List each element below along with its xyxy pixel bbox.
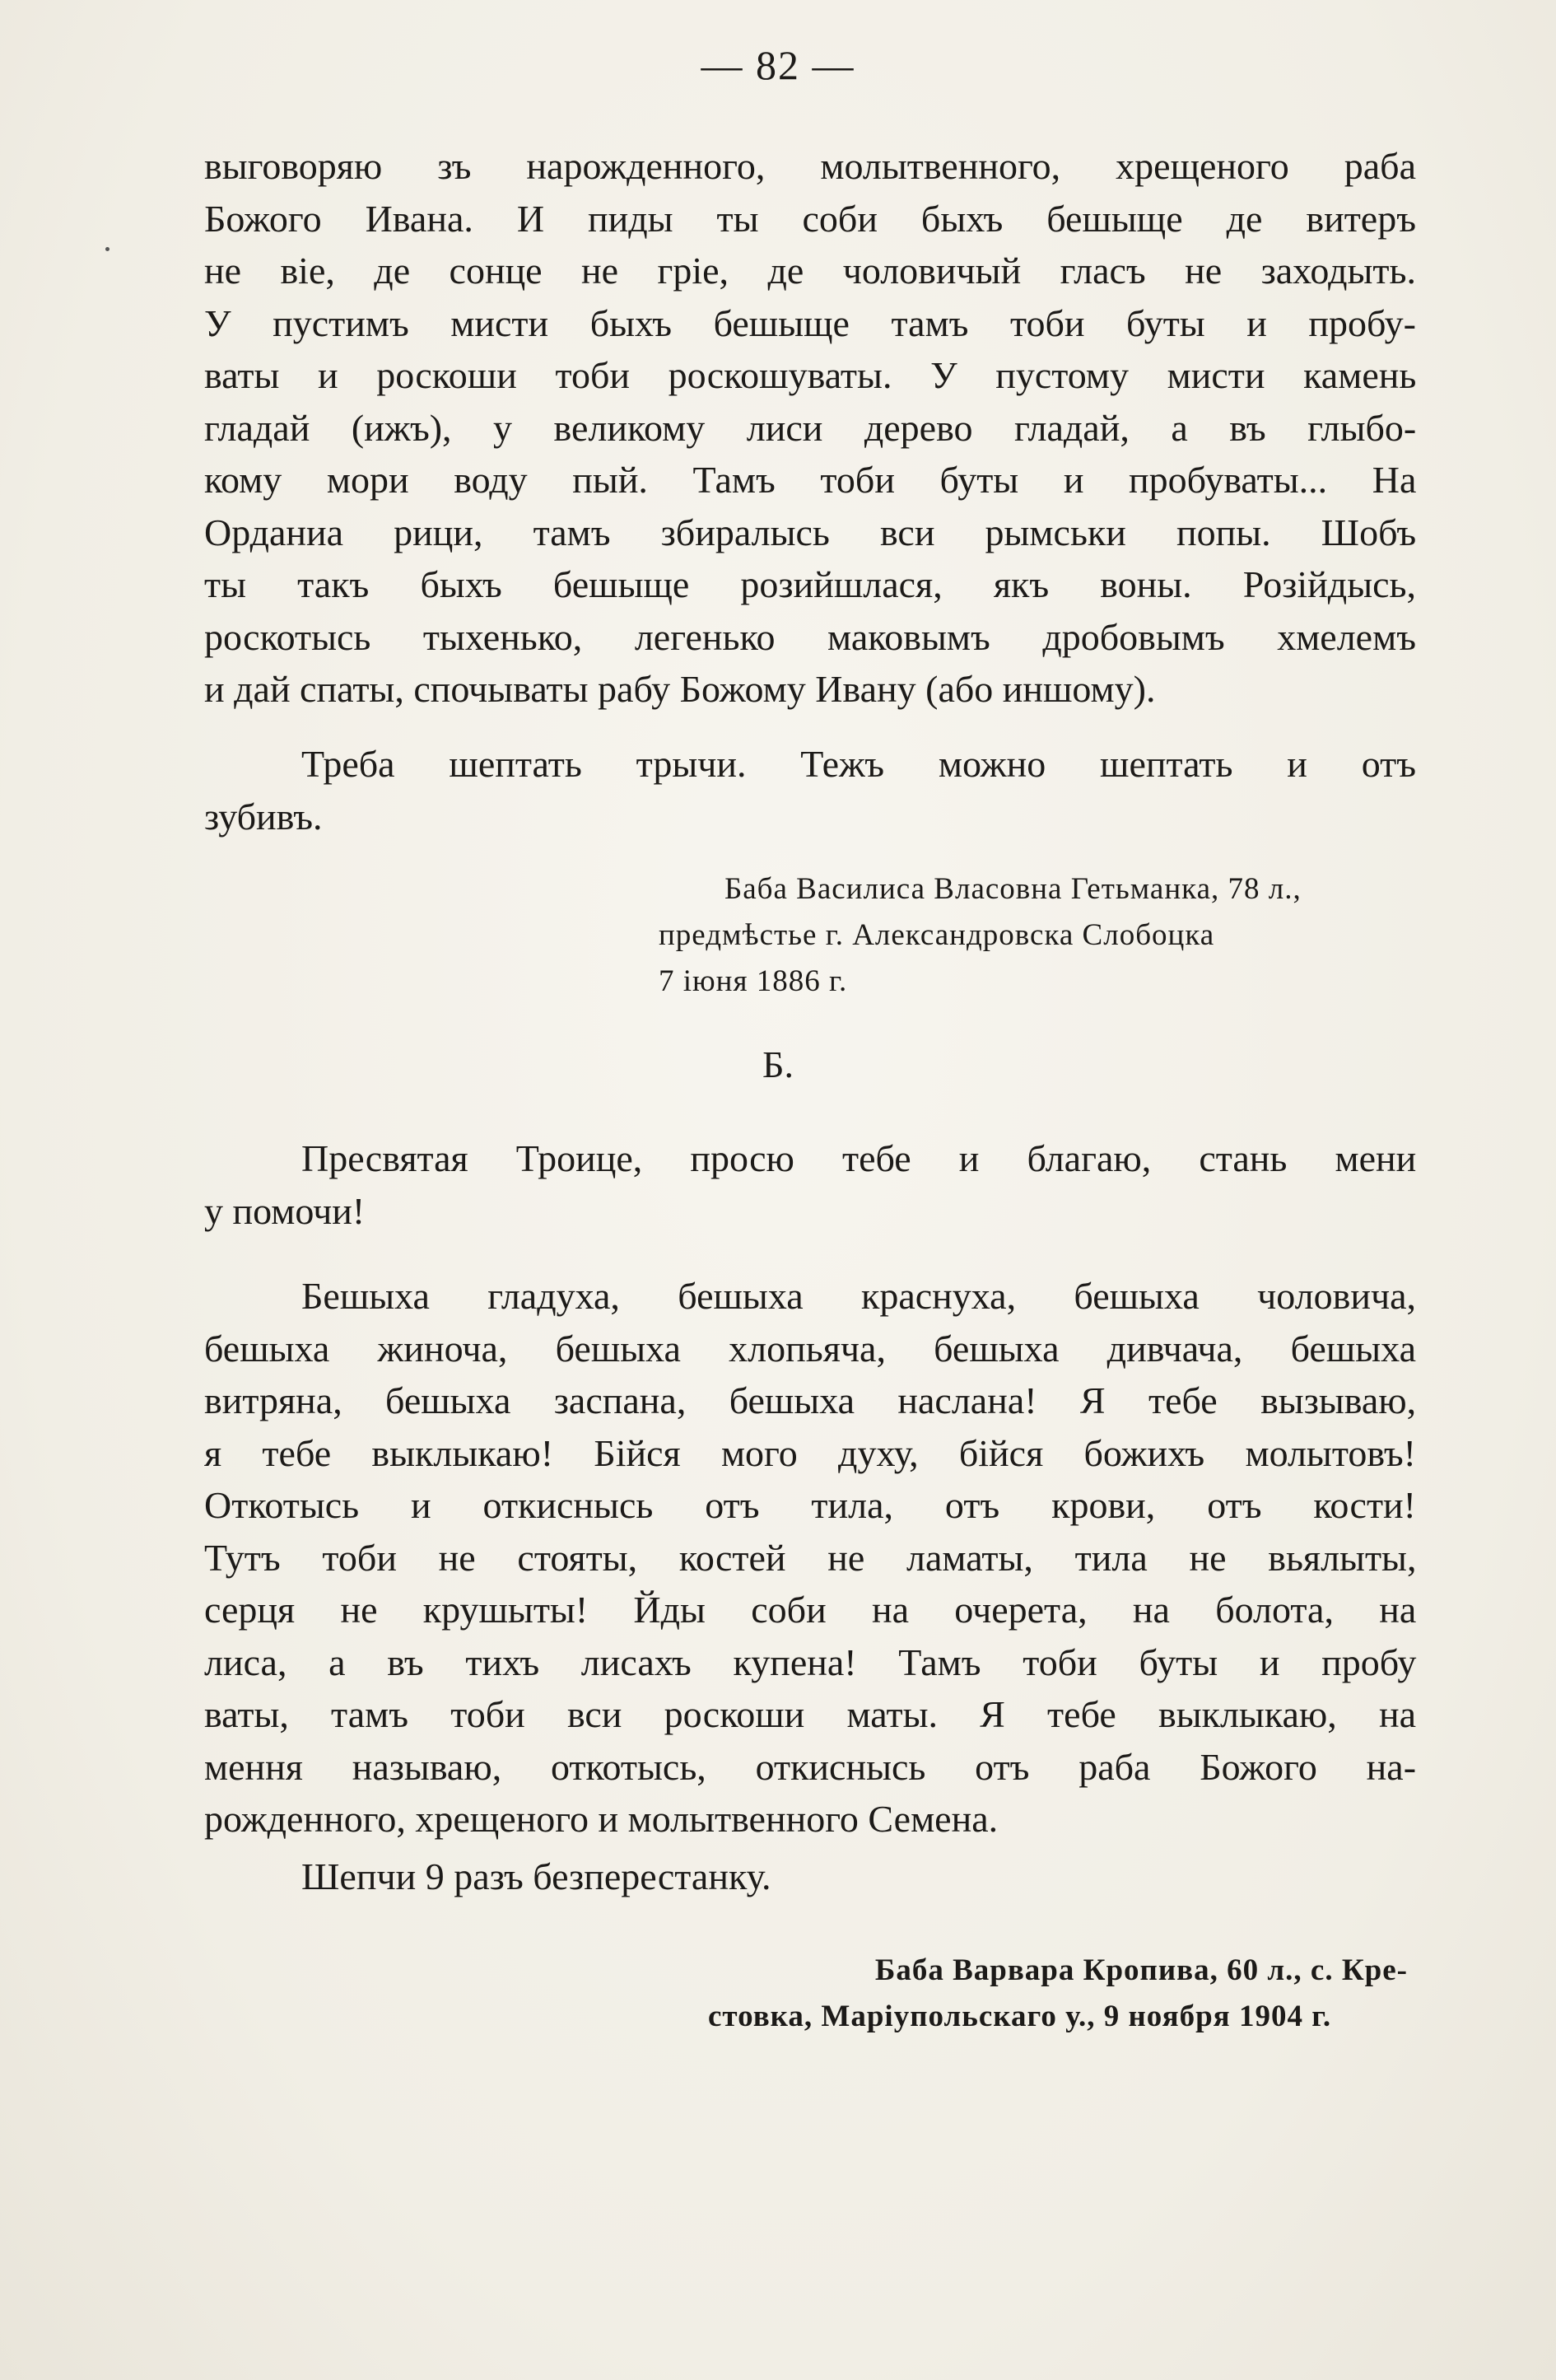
text-line: витряна, бешыха заспана, бешыха наслана! Я тебе вызываю, [204, 1379, 1417, 1421]
text-line: Откотысь и откиснысь отъ тила, отъ крови, отъ кости! [204, 1484, 1416, 1526]
margin-mark [105, 247, 109, 251]
text-line: выговоряю зъ нарожденного, молытвенного, хрещеного раба [204, 145, 1416, 187]
text-line: ваты и роскоши тоби роскошуваты. У пустому мисти камень [204, 354, 1417, 396]
text-line: Пресвятая Троице, просю тебе и благаю, стань мени [301, 1137, 1417, 1179]
text-line: и дай спаты, спочываты рабу Божому Ивану (або иншому). [204, 668, 1156, 710]
text-line: ты такъ быхъ бешыще розийшлася, якъ воны. Розійдысь, [204, 563, 1416, 605]
text-line: Треба шептать трычи. Тежъ можно шептать и отъ [301, 743, 1416, 785]
paragraph-incantation-b [204, 1270, 1416, 1846]
text-line: мення называю, откотысь, откиснысь отъ раба Божого на- [204, 1745, 1417, 1788]
text-line: Бешыха гладуха, бешыха краснуха, бешыха чоловича, [301, 1275, 1416, 1317]
section-heading: Б. [762, 1043, 794, 1085]
source-line: Баба Василиса Власовна Гетьманка, 78 л., [724, 872, 1302, 906]
text-line: гладай (ижъ), у великому лиси дерево гладай, а въ глыбо- [204, 406, 1417, 449]
text-line: у помочи! [204, 1189, 366, 1232]
page-number: — 82 — [701, 42, 855, 88]
paragraph-incantation-a [204, 140, 1416, 716]
text-line: роскотысь тыхенько, легенько маковымъ дробовымъ хмелемъ [204, 615, 1416, 658]
text-line: ваты, тамъ тоби вси роскоши маты. Я тебе выклыкаю, на [204, 1693, 1416, 1735]
text-line: рожденного, хрещеного и молытвенного Семена. [204, 1798, 999, 1840]
text-line: не віе, де сонце не гріе, де чоловичый гласъ не заходыть. [204, 250, 1416, 292]
source-attribution-b [708, 1948, 1408, 2040]
text-line: лиса, а въ тихъ лисахъ купена! Тамъ тоби буты и пробу [204, 1640, 1417, 1683]
text-line: зубивъ. [204, 795, 323, 838]
text-line: я тебе выклыкаю! Бійся мого духу, бійся божихъ молытовъ! [204, 1431, 1416, 1474]
source-line: 7 іюня 1886 г. [659, 964, 848, 998]
text-line: серця не крушыты! Йды соби на очерета, на болота, на [204, 1589, 1417, 1631]
source-line: стовка, Маріупольскаго у., 9 ноября 1904 г. [708, 2000, 1332, 2033]
text-line: Тутъ тоби не стояты, костей не ламаты, тила не вьялыты, [204, 1536, 1417, 1579]
paragraph-instruction-a [204, 738, 1416, 842]
text-line: Орданиа рици, тамъ збиралысь вси рымськи попы. Шобъ [204, 511, 1417, 553]
text-line: Шепчи 9 разъ безперестанку. [301, 1855, 771, 1897]
text-line: бешыха жиноча, бешыха хлопьяча, бешыха дивчача, бешыха [204, 1327, 1416, 1370]
paragraph-invocation [204, 1132, 1416, 1237]
text-line: Божого Ивана. И пиды ты соби быхъ бешыще де витеръ [204, 197, 1416, 240]
source-attribution-a [659, 866, 1404, 1005]
source-line: предмѣстье г. Александровска Слобоцка [659, 918, 1215, 952]
paragraph-instruction-b [204, 1850, 1416, 1903]
source-line: Баба Варвара Кропива, 60 л., с. Кре- [874, 1953, 1408, 1987]
text-line: У пустимъ мисти быхъ бешыще тамъ тоби буты и пробу- [204, 301, 1416, 344]
text-line: кому мори воду пый. Тамъ тоби буты и пробуваты... На [204, 459, 1417, 501]
